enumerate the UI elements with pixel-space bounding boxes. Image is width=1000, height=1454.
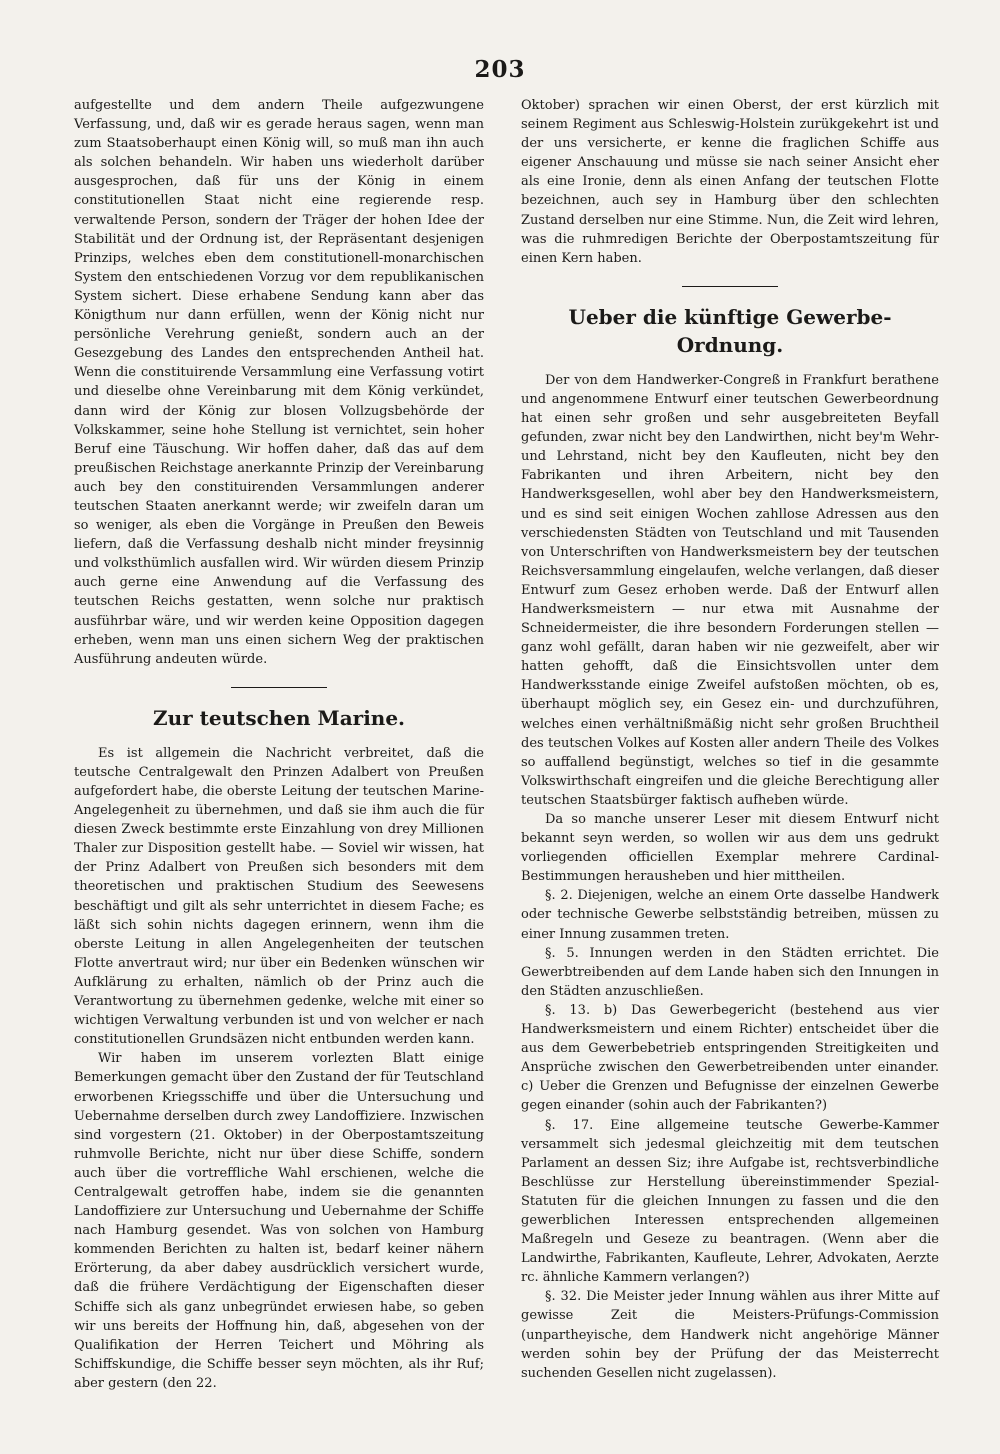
article-paragraph: Es ist allgemein die Nachricht verbreitet, daß die teutsche Centralgewalt den Prinzen Adalbert von Preußen aufgefordert habe, die oberste Leitung der teutschen Marine-Angelegenheit zu übernehmen, und daß sie ihm auch die für diesen Zweck bestimmte erste Einzahlung von drey Millionen Thaler zur Disposition gestellt habe. — Soviel wir wissen, hat der Prinz Adalbert von Preußen sich besonders mit dem theoretischen und praktischen Studium des Seewesens beschäftigt und gilt als sehr unterrichtet in diesem Fache; es läßt sich sohin nichts dagegen erinnern, wenn ihm die oberste Leitung in allen Angelegenheiten der teutschen Flotte anvertraut wird; nur über ein Bedenken wünschen wir Aufklärung zu erhalten, nämlich ob der Prinz auch die Verantwortung zu übernehmen gedenke, welche mit einer so wichtigen Verwaltung verbunden ist und von welcher er nach constitutionellen Grundsäzen nicht entbunden werden kann.	[74, 745, 484, 1048]
article-paragraph: Wir haben im unserem vorlezten Blatt einige Bemerkungen gemacht über den Zustand der für Teutschland erworbenen Kriegsschiffe und über die Untersuchung und Uebernahme derselben durch zwey Landoffiziere. Inzwischen sind vorgestern (21. Oktober) in der Oberpostamtszeitung ruhmvolle Berichte, nicht nur über diese Schiffe, sondern auch über die vortreffliche Wahl erschienen, welche die Centralgewalt getroffen habe, indem sie die genannten Landoffiziere zur Untersuchung und Uebernahme der Schiffe nach Hamburg gesendet. Was von solchen von Hamburg kommenden Berichten zu halten ist, bedarf keiner nähern Erörterung, da aber dabey ausdrücklich versichert wurde, daß die frühere Verdächtigung der Eigenschaften dieser Schiffe sich als ganz unbegründet erwiesen habe, so geben wir uns bereits der Hoffnung hin, daß, abgesehen von der Qualifikation der Herren Teichert und Möhring als Schiffskundige, die Schiffe besser seyn möchten, als ihr Ruf; aber gestern (den 22.	[74, 1051, 484, 1391]
statute-paragraph: §. 13. b) Das Gewerbegericht (bestehend aus vier Handwerksmeistern und einem Richter) entscheidet über die aus dem Gewerbebetrieb entspringenden Streitigkeiten und Ansprüche zwischen den Gewerbetreibenden unter einander. c) Ueber die Grenzen und Befugnisse der einzelnen Gewerbe gegen einander (sohin auch der Fabrikanten?)	[521, 1002, 939, 1114]
left-column	[74, 96, 484, 1393]
statute-paragraph: §. 2. Diejenigen, welche an einem Orte dasselbe Handwerk oder technische Gewerbe selbstständig betreiben, müssen zu einer Innung zusammen treten.	[521, 888, 939, 942]
statute-paragraph: §. 5. Innungen werden in den Städten errichtet. Die Gewerbtreibenden auf dem Lande haben sich den Innungen in den Städten anzuschließen.	[521, 945, 939, 999]
continued-paragraph: aufgestellte und dem andern Theile aufgezwungene Verfassung, und, daß wir es gerade heraus sagen, wenn man zum Staatsoberhaupt einen König will, so muß man ihn auch als solchen behandeln. Wir haben uns wiederholt darüber ausgesprochen, daß für uns der König in einem constitutionellen Staat nicht eine regierende resp. verwaltende Person, sondern der Träger der hohen Idee der Stabilität und der Ordnung ist, der Repräsentant desjenigen Prinzips, welches eben dem constitutionell-monarchischen System den entschiedenen Vorzug vor dem republikanischen System sichert. Diese erhabene Sendung kann aber das Königthum nur dann erfüllen, wenn der König nicht nur persönliche Verehrung genießt, sondern auch an der Gesezgebung des Landes den entsprechenden Antheil hat. Wenn die constituirende Versammlung eine Verfassung votirt und dieselbe ohne Vereinbarung mit dem König verkündet, dann wird der König zur blosen Vollzugsbehörde der Volkskammer, seine hohe Stellung ist vernichtet, sein hoher Beruf eine Täuschung. Wir hoffen daher, daß das auf dem preußischen Reichstage anerkannte Prinzip der Vereinbarung auch bey den constituirenden Versammlungen anderer teutschen Staaten anerkannt werde; wir zweifeln daran um so weniger, als eben die Vorgänge in Preußen den Beweis liefern, daß die Verfassung deshalb nicht minder freysinnig und volksthümlich ausfallen wird. Wir würden diesem Prinzip auch gerne eine Anwendung auf die Verfassung des teutschen Reichs gestatten, wenn solche nur praktisch ausführbar wäre, und wir werden keine Opposition dagegen erheben, wenn man uns einen sichern Weg der praktischen Ausführung andeuten würde.	[74, 98, 484, 667]
article-paragraph: Der von dem Handwerker-Congreß in Frankfurt berathene und angenommene Entwurf einer teutschen Gewerbeordnung hat einen sehr großen und sehr ausgebreiteten Beyfall gefunden, zwar nicht bey den Landwirthen, nicht bey'm Wehr- und Lehrstand, nicht bey den Kaufleuten, nicht bey den Fabrikanten und ihren Arbeitern, nicht bey den Handwerksgesellen, wohl aber bey den Handwerksmeistern, und es sind seit einigen Wochen zahllose Adressen aus den verschiedensten Städten von Teutschland und mit Tausenden von Unterschriften von Handwerksmeistern bey der teutschen Reichsversammlung eingelaufen, welche verlangen, daß dieser Entwurf zum Gesez erhoben werde. Daß der Entwurf allen Handwerksmeistern — nur etwa mit Ausnahme der Schneidermeister, die ihre besondern Forderungen stellen — ganz wohl gefällt, daran haben wir nie gezweifelt, aber wir hatten gehofft, daß die Einsichtsvollen unter dem Handwerksstande einige Zweifel aufstoßen möchten, ob es, überhaupt möglich sey, ein Gesez ein- und durchzuführen, welches einen verhältnißmäßig nicht sehr großen Bruchtheil des teutschen Volkes auf Kosten aller andern Theile des Volkes so auffallend begünstigt, welches so tief in die gesammte Volkswirthschaft eingreifen und die gleiche Berechtigung aller teutschen Staatsbürger faktisch aufheben würde.	[521, 372, 939, 808]
statute-paragraph: §. 32. Die Meister jeder Innung wählen aus ihrer Mitte auf gewisse Zeit die Meisters-Prüfungs-Commission (unpartheyische, dem Handwerk nicht angehörige Männer werden sohin bey der Prüfung der das Meisterrecht suchenden Gesellen nicht zugelassen).	[521, 1289, 939, 1381]
article-heading-gewerbe: Ueber die künftige Gewerbe-Ordnung.	[568, 304, 892, 357]
article-heading-marine: Zur teutschen Marine.	[152, 705, 406, 730]
section-divider	[682, 286, 778, 287]
section-divider	[231, 687, 327, 688]
page-number: 203	[474, 56, 526, 83]
right-column	[521, 96, 939, 1383]
article-paragraph: Da so manche unserer Leser mit diesem Entwurf nicht bekannt seyn werden, so wollen wir aus dem uns gedrukt vorliegenden officiellen Exemplar mehrere Cardinal-Bestimmungen herausheben und hier mittheilen.	[521, 812, 939, 885]
statute-paragraph: §. 17. Eine allgemeine teutsche Gewerbe-Kammer versammelt sich jedesmal gleichzeitig mit dem teutschen Parlament an dessen Siz; ihre Aufgabe ist, rechtsverbindliche Beschlüsse zur Herstellung übereinstimmender Spezial-Statuten für die gleichen Innungen zu fassen und die den gewerblichen Interessen entsprechenden allgemeinen Maßregeln und Geseze zu beantragen. (Wenn aber die Landwirthe, Fabrikanten, Kaufleute, Lehrer, Advokaten, Aerzte rc. ähnliche Kammern verlangen?)	[521, 1117, 939, 1286]
continued-paragraph: Oktober) sprachen wir einen Oberst, der erst kürzlich mit seinem Regiment aus Schleswig-Holstein zurükgekehrt ist und der uns versicherte, er kenne die fraglichen Schiffe aus eigener Anschauung und müsse sie nach seiner Ansicht eher als eine Ironie, denn als einen Anfang der teutschen Flotte bezeichnen, auch sey in Hamburg über den schlechten Zustand derselben nur eine Stimme. Nun, die Zeit wird lehren, was die ruhmredigen Berichte der Oberpostamtszeitung für einen Kern haben.	[521, 98, 939, 266]
